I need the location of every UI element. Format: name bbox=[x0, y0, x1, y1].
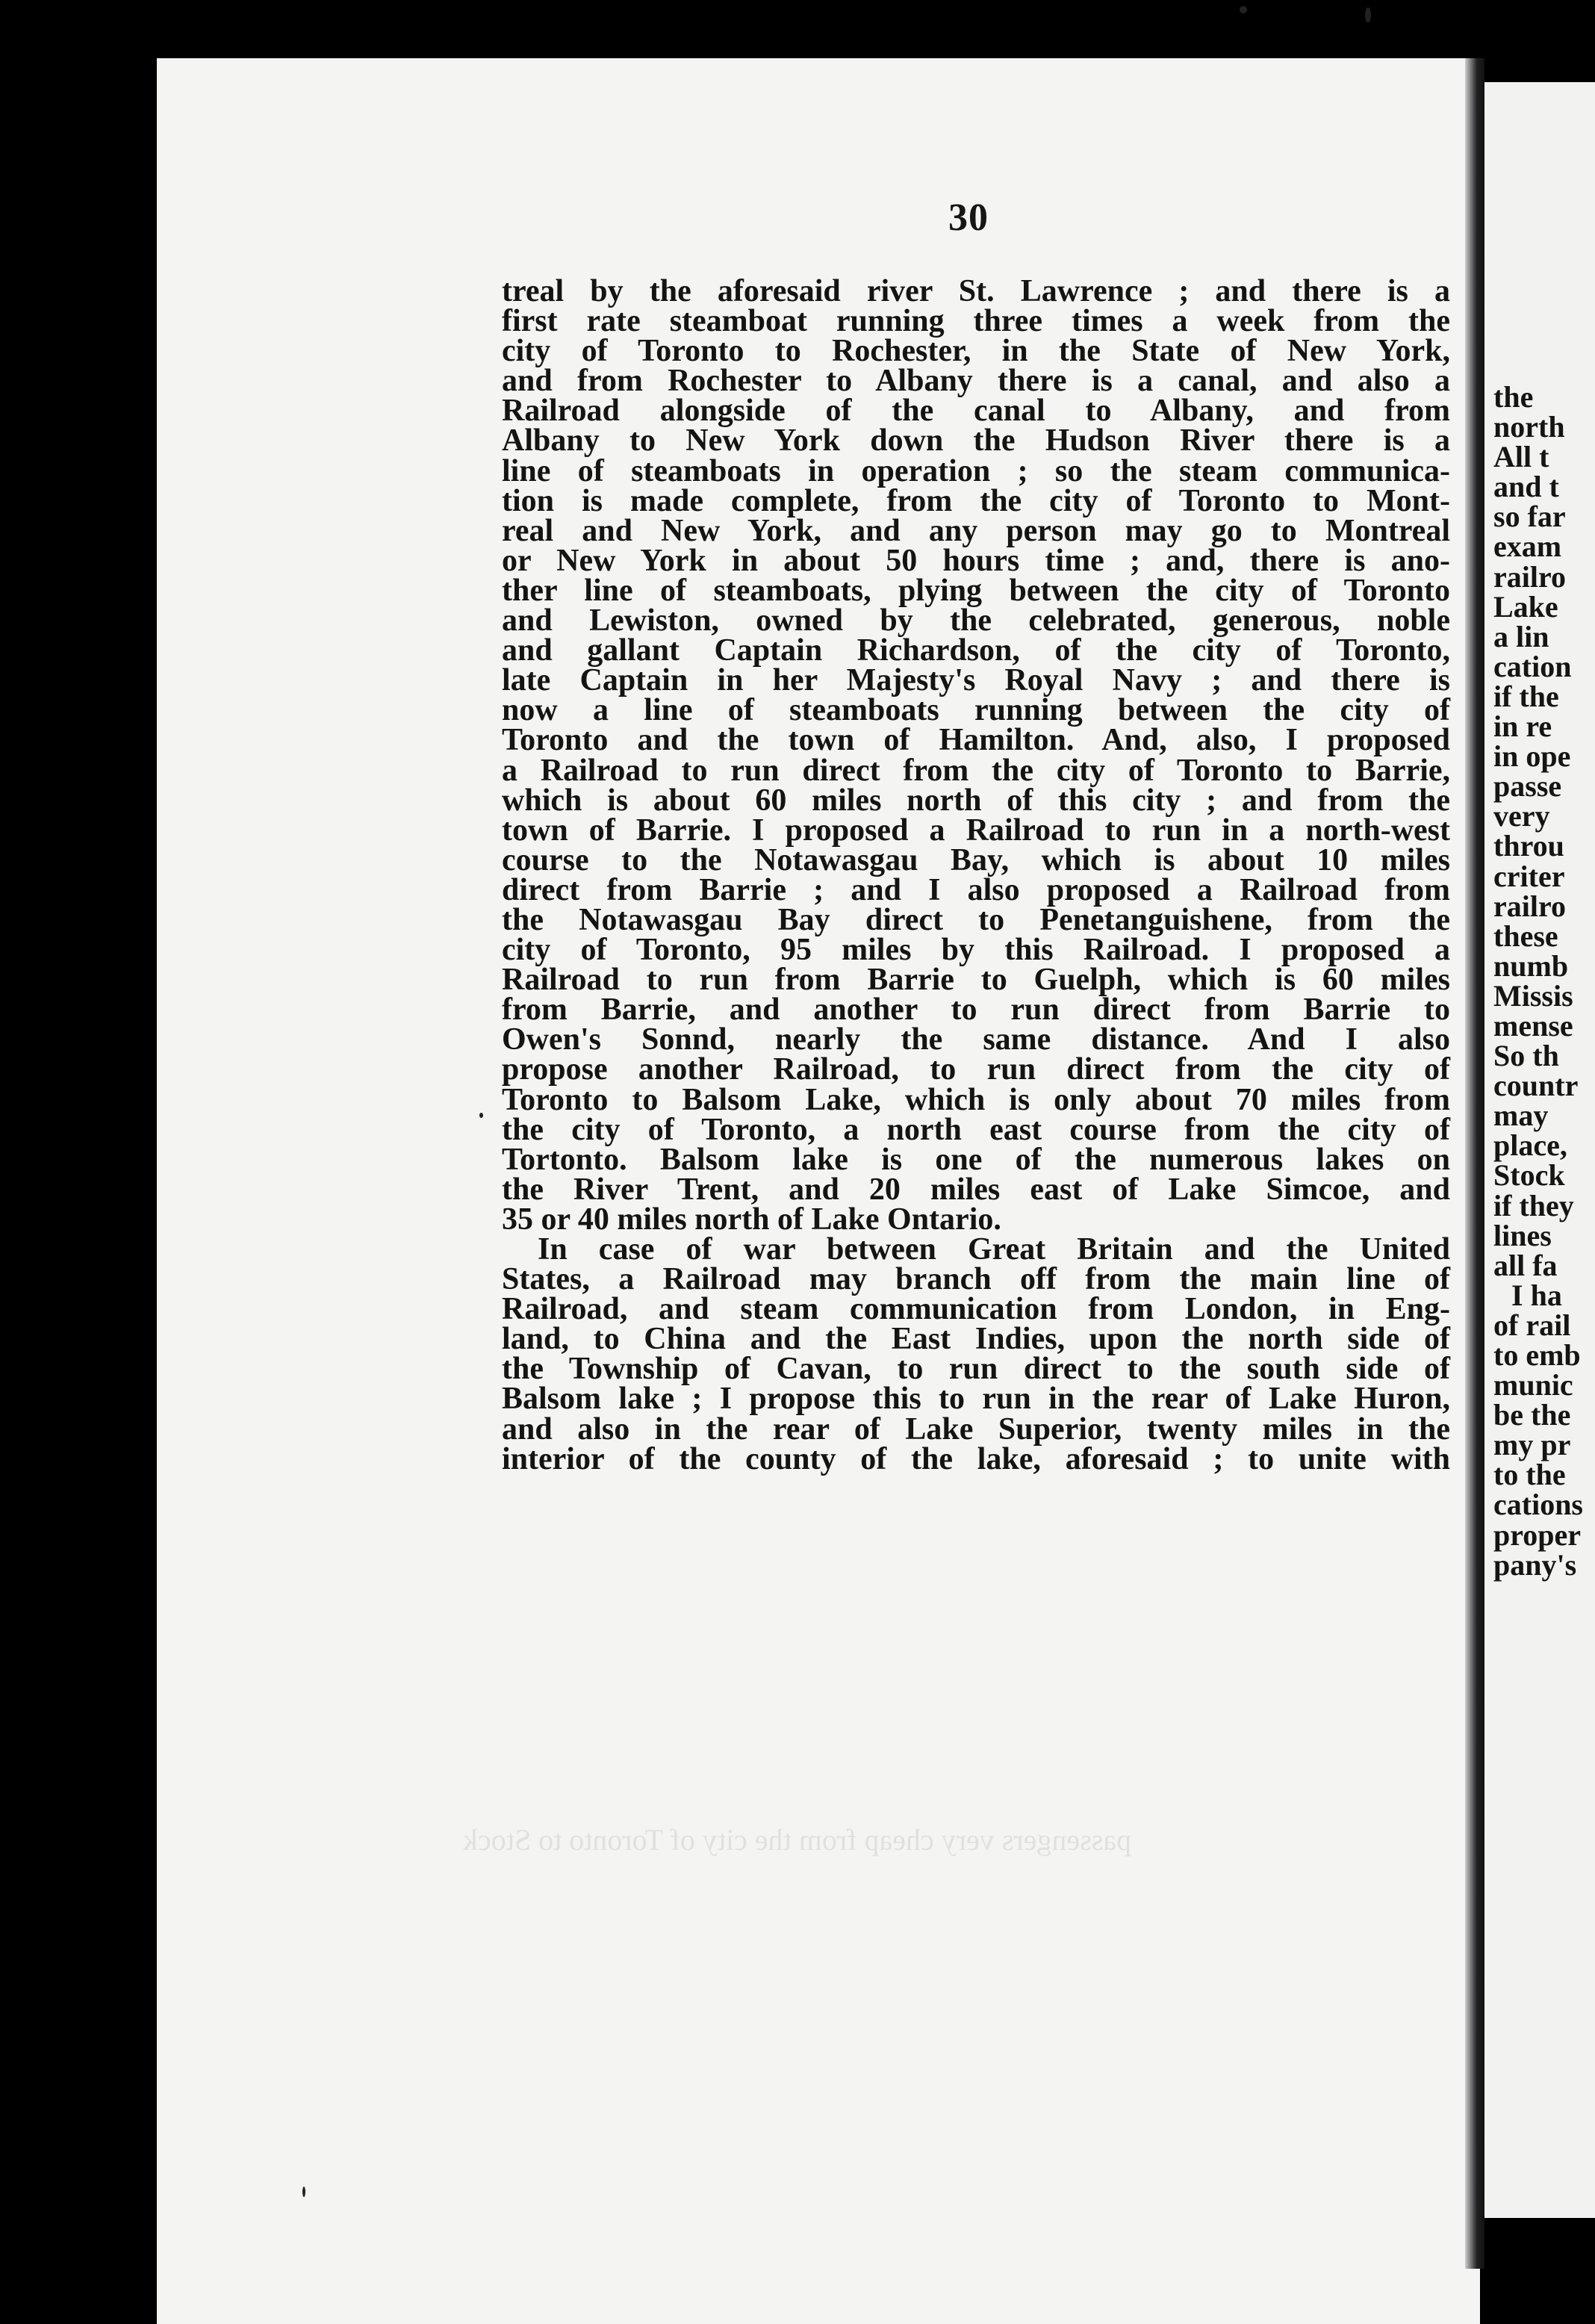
text-line: and Lewiston, owned by the celebrated, generous, noble bbox=[502, 603, 1450, 639]
text-line: Tortonto. Balsom lake is one of the numerous lakes on bbox=[502, 1142, 1450, 1177]
page-number: 30 bbox=[948, 196, 989, 239]
scan-speck bbox=[1240, 6, 1247, 13]
text-line: first rate steamboat running three times a week from the bbox=[502, 304, 1450, 339]
text-line: tion is made complete, from the city of Toronto to Mont- bbox=[502, 483, 1450, 518]
text-line: Balsom lake ; I propose this to run in the rear of Lake Huron, bbox=[502, 1382, 1450, 1417]
facing-text-line: north bbox=[1493, 410, 1565, 444]
facing-text-line: cation bbox=[1493, 649, 1572, 683]
text-line: Railroad, and steam communication from London, in Eng- bbox=[502, 1292, 1450, 1327]
text-line: interior of the county of the lake, aforesaid ; to unite with bbox=[502, 1441, 1450, 1476]
facing-text-line: a lin bbox=[1493, 619, 1549, 653]
facing-text-line: countr bbox=[1493, 1069, 1579, 1103]
scan-speck bbox=[302, 2187, 305, 2197]
facing-text-line: I ha bbox=[1511, 1278, 1562, 1312]
text-line: Toronto and the town of Hamilton. And, also, I proposed bbox=[502, 723, 1450, 758]
facing-text-line: to emb bbox=[1493, 1338, 1581, 1372]
text-line: city of Toronto, 95 miles by this Railroad. I proposed a bbox=[502, 933, 1450, 968]
text-line: now a line of steamboats running between the city of bbox=[502, 693, 1450, 728]
text-line: city of Toronto to Rochester, in the State of New York, bbox=[502, 334, 1450, 369]
facing-text-line: in ope bbox=[1493, 739, 1571, 774]
text-line: from Barrie, and another to run direct from Barrie to bbox=[502, 992, 1450, 1028]
facing-text-line: in re bbox=[1493, 709, 1552, 744]
facing-text-line: my pr bbox=[1493, 1428, 1571, 1462]
facing-text-line: the bbox=[1493, 380, 1534, 414]
text-line: Railroad to run from Barrie to Guelph, which is 60 miles bbox=[502, 963, 1450, 998]
facing-text-line: exam bbox=[1493, 529, 1562, 564]
facing-text-line: So th bbox=[1493, 1039, 1559, 1073]
text-line: Railroad alongside of the canal to Albany, and from bbox=[502, 394, 1450, 429]
facing-text-line: numb bbox=[1493, 948, 1569, 983]
facing-text-line: of rail bbox=[1493, 1308, 1571, 1342]
text-line: or New York in about 50 hours time ; and, there is ano- bbox=[502, 543, 1450, 578]
scan-speck bbox=[479, 1113, 483, 1118]
facing-text-line: if the bbox=[1493, 679, 1559, 713]
text-line: and gallant Captain Richardson, of the city of Toronto, bbox=[502, 633, 1450, 668]
facing-text-line: if they bbox=[1493, 1188, 1574, 1222]
text-line: Owen's Sonnd, nearly the same distance. And I also bbox=[502, 1022, 1450, 1057]
facing-text-line: cations bbox=[1493, 1488, 1583, 1522]
scan-speck bbox=[1365, 7, 1371, 22]
text-line: ther line of steamboats, plying between the city of Toronto bbox=[502, 573, 1450, 608]
text-line: Albany to New York down the Hudson River there is a bbox=[502, 423, 1450, 459]
text-line: States, a Railroad may branch off from the main line of bbox=[502, 1262, 1450, 1297]
text-line: land, to China and the East Indies, upon the north side of bbox=[502, 1322, 1450, 1357]
facing-text-line: mense bbox=[1493, 1008, 1573, 1043]
facing-page-text bbox=[1493, 382, 1583, 1580]
facing-text-line: and t bbox=[1493, 470, 1559, 504]
facing-text-line: these bbox=[1493, 919, 1558, 953]
facing-text-line: lines bbox=[1493, 1218, 1552, 1252]
text-line: real and New York, and any person may go to Montreal bbox=[502, 513, 1450, 548]
facing-text-line: criter bbox=[1493, 859, 1565, 893]
facing-text-line: proper bbox=[1493, 1517, 1582, 1552]
facing-text-line: Missis bbox=[1493, 978, 1573, 1013]
facing-text-line: place, bbox=[1493, 1128, 1567, 1163]
text-line: the city of Toronto, a north east course from the city of bbox=[502, 1112, 1450, 1147]
body-text bbox=[502, 276, 1450, 1474]
text-line: In case of war between Great Britain and the United bbox=[538, 1232, 1450, 1267]
text-line: line of steamboats in operation ; so the steam communica- bbox=[502, 453, 1450, 488]
facing-text-line: pany's bbox=[1493, 1547, 1577, 1582]
facing-text-line: very bbox=[1493, 799, 1550, 833]
facing-text-line: so far bbox=[1493, 500, 1566, 534]
text-line: course to the Notawasgau Bay, which is about 10 miles bbox=[502, 842, 1450, 877]
text-line: and also in the rear of Lake Superior, twenty miles in the bbox=[502, 1411, 1450, 1447]
facing-text-line: railro bbox=[1493, 559, 1567, 594]
text-line: the Notawasgau Bay direct to Penetanguishene, from the bbox=[502, 902, 1450, 937]
text-line: and from Rochester to Albany there is a canal, and also a bbox=[502, 364, 1450, 399]
text-line: a Railroad to run direct from the city of Toronto to Barrie, bbox=[502, 753, 1450, 788]
text-line: Toronto to Balsom Lake, which is only about 70 miles from bbox=[502, 1082, 1450, 1117]
facing-text-line: may bbox=[1493, 1099, 1549, 1133]
text-line: which is about 60 miles north of this city ; and from the bbox=[502, 783, 1450, 818]
facing-text-line: railro bbox=[1493, 889, 1567, 923]
facing-text-line: munic bbox=[1493, 1368, 1573, 1402]
facing-text-line: all fa bbox=[1493, 1248, 1558, 1282]
facing-text-line: be the bbox=[1493, 1398, 1571, 1432]
page-gutter bbox=[1465, 58, 1484, 2269]
facing-text-line: All t bbox=[1493, 440, 1549, 474]
text-line: direct from Barrie ; and I also proposed a Railroad from bbox=[502, 872, 1450, 907]
bleed-through-text: passengers very cheap from the city of Toronto to Stock bbox=[463, 1823, 1132, 1857]
text-line: late Captain in her Majesty's Royal Navy ; and there is bbox=[502, 663, 1450, 698]
text-line: the Township of Cavan, to run direct to the south side of bbox=[502, 1352, 1450, 1387]
facing-text-line: passe bbox=[1493, 769, 1562, 804]
text-line: treal by the aforesaid river St. Lawrence ; and there is a bbox=[502, 274, 1450, 308]
text-line: the River Trent, and 20 miles east of Lake Simcoe, and bbox=[502, 1172, 1450, 1207]
facing-text-line: Stock bbox=[1493, 1158, 1565, 1193]
facing-page bbox=[1484, 82, 1595, 2218]
text-line: propose another Railroad, to run direct from the city of bbox=[502, 1052, 1450, 1087]
facing-text-line: to the bbox=[1493, 1458, 1566, 1492]
text-line: town of Barrie. I proposed a Railroad to run in a north-west bbox=[502, 813, 1450, 848]
facing-text-line: throu bbox=[1493, 829, 1564, 863]
facing-text-line: Lake bbox=[1493, 589, 1558, 624]
text-line: 35 or 40 miles north of Lake Ontario. bbox=[502, 1202, 1001, 1237]
